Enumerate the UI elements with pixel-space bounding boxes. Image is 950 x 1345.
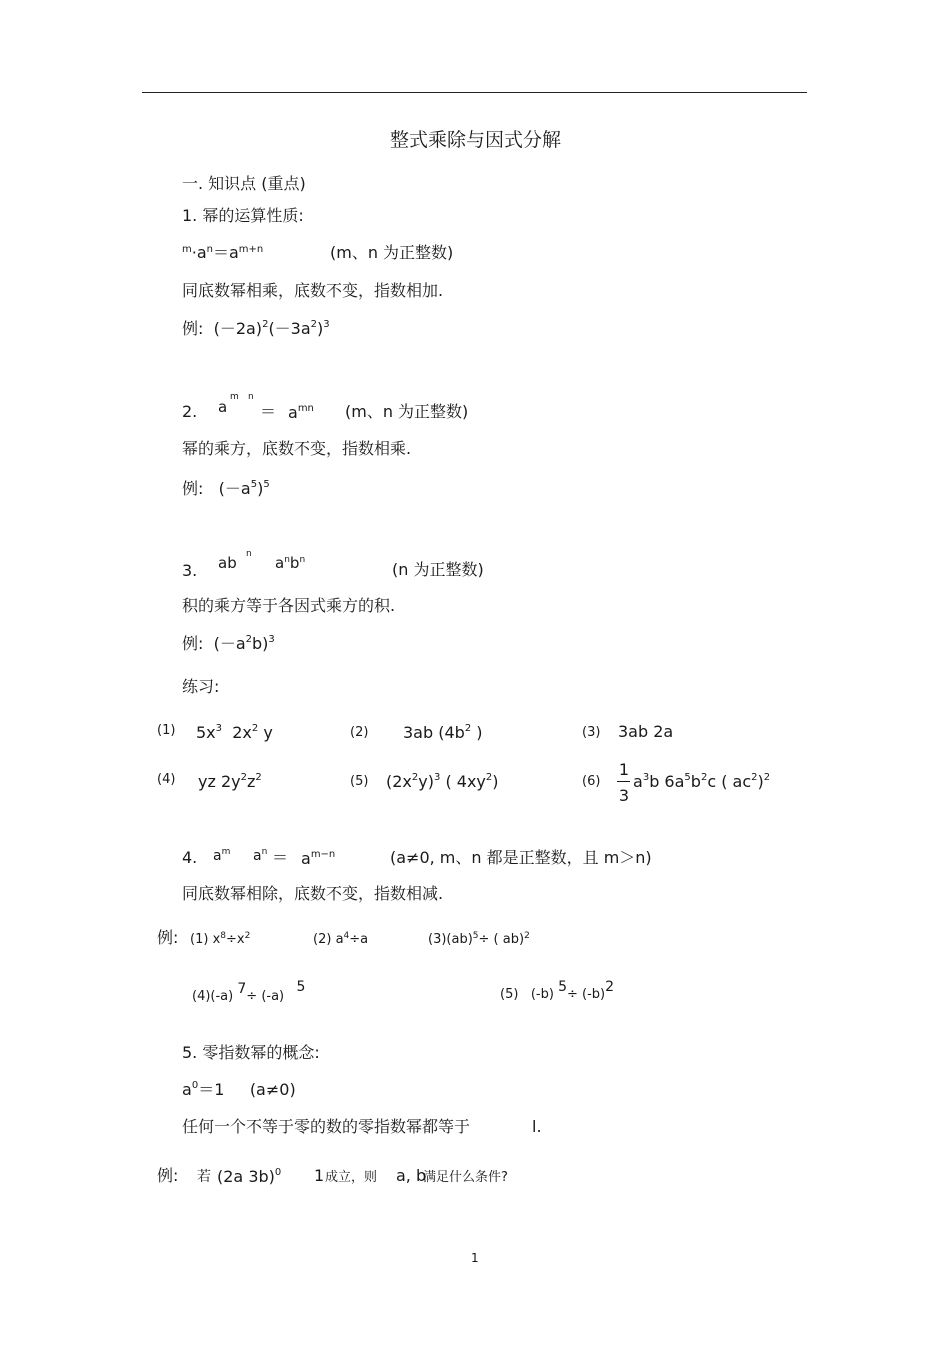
item5-example-ab: a, b [396, 1166, 427, 1185]
item1-formula: $^m\cdot a^n=a^{m+n}$ [182, 243, 264, 262]
item2-equals: ＝ [260, 402, 277, 421]
item5-example-label: 例: [157, 1166, 179, 1185]
practice-3-number: (3) [582, 725, 601, 740]
item5-heading: 5. 零指数幂的概念: [182, 1043, 320, 1062]
item4-number: 4. [182, 848, 198, 867]
practice-6-expr: $a^3b$ $6a^5b^2c$ ( $ac^2)^2$ [633, 772, 771, 791]
item4-divisor: $a^n$ [253, 847, 268, 864]
item3-description: 积的乘方等于各因式乘方的积. [182, 596, 396, 615]
practice-5-expr: $(2x^2y)^3$ ( $4xy^2$) [386, 772, 499, 791]
item2-number: 2. [182, 402, 198, 421]
practice-4-number: (4) [157, 772, 176, 787]
item5-description-one: l. [532, 1117, 542, 1136]
item5-example-expr: (2a 3b)$^0$ [217, 1167, 282, 1186]
practice-2-number: (2) [350, 725, 369, 740]
item5-example-tail2: 满足什么条件? [423, 1170, 508, 1185]
item2-example: 例: $(-a^5)^5$ [182, 479, 270, 498]
item4-description: 同底数幂相除，底数不变，指数相减. [182, 884, 444, 903]
item2-description: 幂的乘方，底数不变，指数相乘. [182, 439, 412, 458]
item5-example-tail: 成立，则 [325, 1170, 378, 1185]
item3-example: 例: $(-a^2b)^3$ [182, 634, 275, 653]
item4-dividend: $a^m$ [213, 847, 231, 864]
practice-3-expr: 3ab 2a [618, 722, 674, 741]
practice-6-fraction-denominator: 3 [618, 786, 630, 805]
practice-6-number: (6) [582, 774, 601, 789]
item4-condition: (a≠0, m、n 都是正整数，且 m＞n) [390, 848, 652, 867]
practice-1-number: (1) [157, 723, 176, 738]
header-rule [142, 92, 807, 93]
page-title: 整式乘除与因式分解 [390, 129, 562, 151]
item1-description: 同底数幂相乘，底数不变，指数相加. [182, 281, 444, 300]
item4-example-1: (1) $x^8\div x^2$ [190, 931, 251, 947]
item5-example-ruo: 若 [197, 1169, 211, 1185]
item3-result: $a^nb^n$ [275, 554, 306, 572]
practice-2-expr: 3ab ($4b^2$ ) [403, 723, 483, 742]
practice-1-expr: $5x^3$ $2x^2$ y [196, 723, 273, 742]
practice-label: 练习: [182, 677, 220, 696]
item5-formula: $a^0=1$ (a≠0) [182, 1080, 296, 1099]
item4-example-4: (4)(-a) 7÷ (-a) 5 [192, 979, 306, 1004]
item5-example-one: 1 [314, 1166, 325, 1185]
item4-equals: ＝ [272, 848, 289, 867]
item4-example-5: (5) (-b) 5÷ (-b)2 [500, 979, 615, 1002]
item2-condition: (m、n 为正整数) [345, 402, 469, 421]
section-heading: 一. 知识点 (重点) [182, 174, 306, 193]
item5-description: 任何一个不等于零的数的零指数幂都等于 [182, 1117, 471, 1136]
practice-6-fraction-bar [617, 781, 630, 782]
item4-example-2: (2) $a^4\div a$ [313, 931, 369, 947]
item1-condition: (m、n 为正整数) [330, 243, 454, 262]
item1-heading: 1. 幂的运算性质: [182, 206, 304, 225]
item3-exp-n: n [246, 549, 252, 559]
practice-6-fraction-numerator: 1 [618, 760, 630, 779]
item3-number: 3. [182, 561, 198, 580]
item3-condition: (n 为正整数) [392, 560, 484, 579]
item3-ab: ab [218, 554, 237, 572]
item2-exp-m: m [230, 392, 239, 402]
item2-result: $a^{mn}$ [288, 403, 314, 422]
item4-example-3: (3)(ab)$^5$÷ ( ab)$^2$ [428, 931, 530, 947]
item4-example-label: 例: [157, 928, 179, 947]
page-number: 1 [471, 1251, 479, 1265]
practice-5-number: (5) [350, 774, 369, 789]
item2-base: a [218, 398, 228, 416]
item4-result: $a^{m-n}$ [301, 849, 336, 868]
practice-4-expr: yz $2y^2z^2$ [198, 772, 262, 791]
item1-example: 例: $(-2a)^2(-3a^2)^3$ [182, 319, 330, 338]
item2-exp-n: n [248, 392, 254, 402]
